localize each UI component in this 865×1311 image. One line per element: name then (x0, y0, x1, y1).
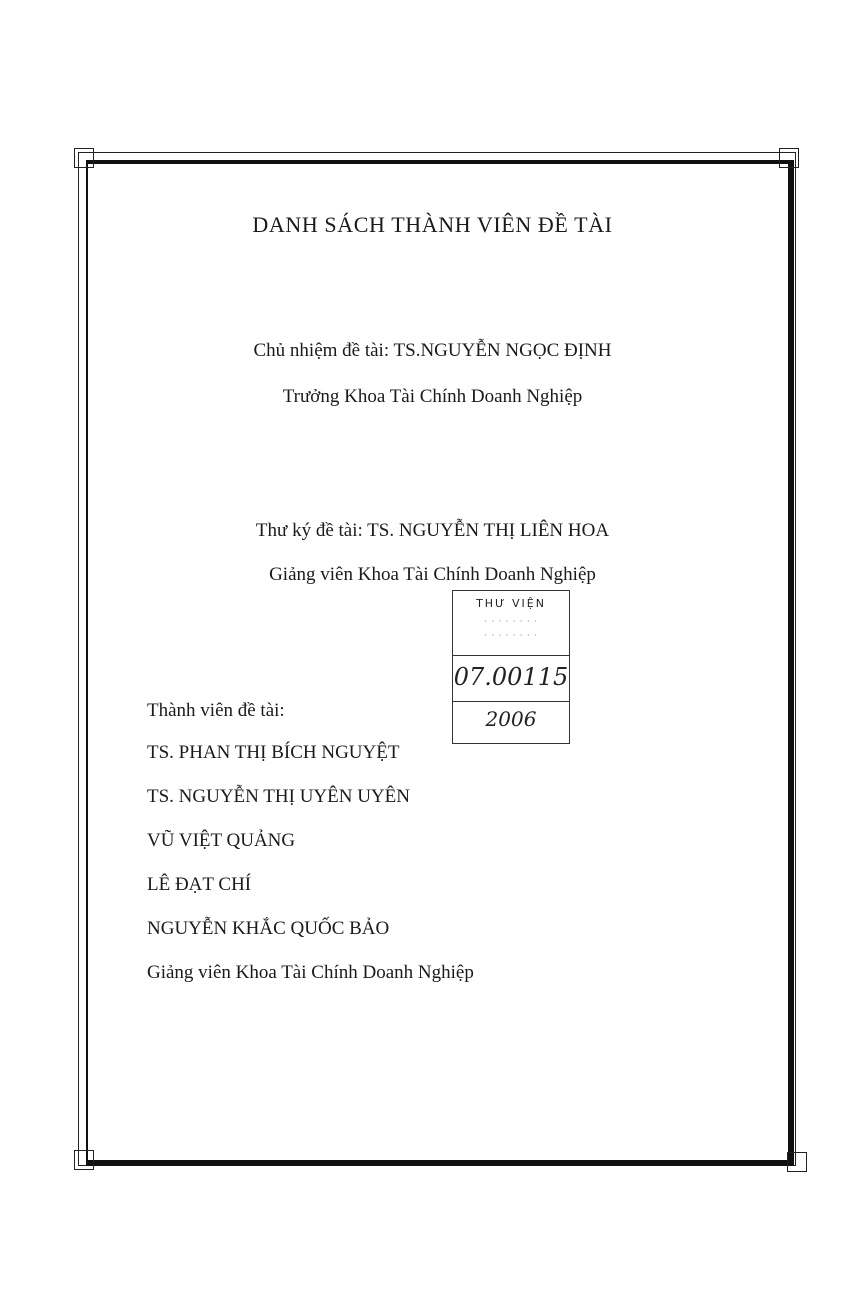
chair-role: Trưởng Khoa Tài Chính Doanh Nghiệp (282, 386, 583, 407)
members-role: Giảng viên Khoa Tài Chính Doanh Nghiệp (147, 962, 474, 983)
page-border-inner (86, 160, 794, 1166)
secretary-role: Giảng viên Khoa Tài Chính Doanh Nghiệp (269, 564, 596, 585)
stamp-divider (453, 701, 569, 702)
library-stamp (452, 590, 570, 744)
corner-ornament (74, 1150, 94, 1170)
stamp-faded-text: · · · · · · · · (484, 617, 538, 626)
stamp-number: 07.00115 (453, 663, 569, 691)
stamp-year: 2006 (485, 707, 537, 731)
member-name: NGUYỄN KHẮC QUỐC BẢO (147, 918, 390, 939)
corner-ornament (787, 1152, 807, 1172)
corner-ornament (74, 148, 94, 168)
member-name: VŨ VIỆT QUẢNG (147, 830, 296, 851)
stamp-title: THƯ VIỆN (476, 597, 546, 610)
stamp-faded-text: · · · · · · · · (484, 631, 538, 640)
page-title: DANH SÁCH THÀNH VIÊN ĐỀ TÀI (252, 212, 613, 237)
secretary-line: Thư ký đề tài: TS. NGUYỄN THỊ LIÊN HOA (255, 520, 610, 541)
members-heading: Thành viên đề tài: (147, 700, 285, 721)
stamp-divider (453, 655, 569, 656)
chair-line: Chủ nhiệm đề tài: TS.NGUYỄN NGỌC ĐỊNH (253, 340, 612, 361)
member-name: TS. NGUYỄN THỊ UYÊN UYÊN (147, 786, 410, 807)
corner-ornament (779, 148, 799, 168)
member-name: TS. PHAN THỊ BÍCH NGUYỆT (147, 742, 400, 763)
member-name: LÊ ĐẠT CHÍ (147, 874, 252, 895)
